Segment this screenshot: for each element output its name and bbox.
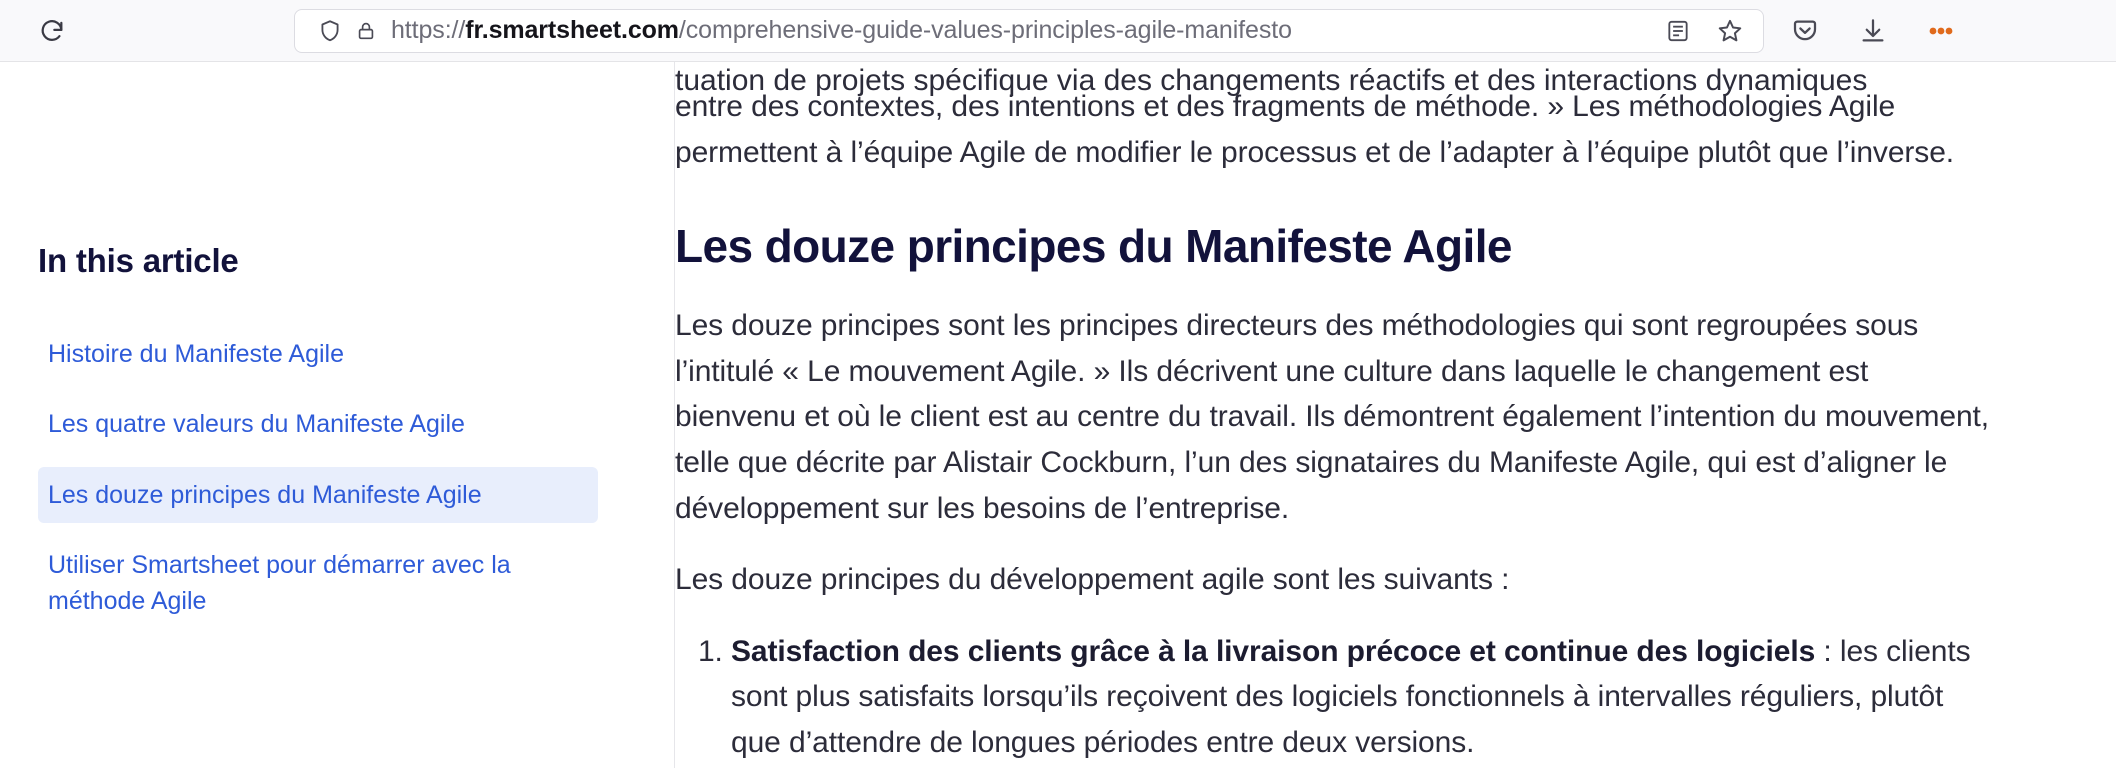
principle-1-text: : les clients sont plus satisfaits lorsqu’ils reçoivent des logiciels fonctionnels à intervalles réguliers, plutôt que d’attendre de longues périodes entre deux versions. [731,634,1971,759]
reload-button[interactable] [30,9,74,53]
toc-item-douze-principes[interactable]: Les douze principes du Manifeste Agile [38,467,598,523]
intro-paragraph: entre des contextes, des intentions et des fragments de méthode. » Les méthodologies Agile permettent à l’équipe Agile de modifier le processus et de l’adapter à l’équipe plutôt que l’inverse. [675,90,1955,169]
url-path: /comprehensive-guide-values-principles-agile-manifesto [678,16,1292,44]
toc-item-utiliser-smartsheet[interactable]: Utiliser Smartsheet pour démarrer avec la méthode Agile [48,550,511,615]
section-paragraph-1: Les douze principes sont les principes directeurs des méthodologies qui sont regroupées sous l’intitulé « Le mouvement Agile. » Ils décrivent une culture dans laquelle le changement est bienvenu et où le client est au centre du travail. Ils démontrent également l’intention du mouvement, telle que décrite par Alistair Cockburn, l’un des signataires du Manifeste Agile, qui est d’aligner le développement sur les besoins de l’entreprise. [675,309,1990,525]
toc-title: In this article [38,242,239,279]
page-body [0,62,2116,768]
more-tools-icon[interactable] [1924,14,1958,48]
list-item [731,629,1996,766]
url-scheme: https:// [391,16,466,44]
toc-item-histoire[interactable]: Histoire du Manifeste Agile [48,340,344,368]
principle-1-title: Satisfaction des clients grâce à la livraison précoce et continue des logiciels [731,634,1816,668]
more-tools-glyph [1925,15,1957,47]
toc-item-quatre-valeurs[interactable]: Les quatre valeurs du Manifeste Agile [48,410,465,439]
browser-toolbar [0,0,2116,62]
section-paragraph-2: Les douze principes du développement agile sont les suivants : [675,563,1510,597]
address-bar[interactable] [294,9,1764,53]
toolbar-right-actions [1788,14,1968,48]
url-host: fr.smartsheet.com [465,16,679,44]
principles-list [675,629,1996,766]
reload-icon [38,17,66,45]
article-table-of-contents [0,62,675,768]
section-heading-douze-principes: Les douze principes du Manifeste Agile [675,220,1512,273]
clipped-paragraph-top: tuation de projets spécifique via des changements réactifs et des interactions dynamiques [675,64,1868,97]
pocket-save-icon[interactable] [1788,14,1822,48]
star-bookmark-icon[interactable] [1713,14,1747,48]
url-text[interactable] [391,16,1661,45]
tracking-protection-shield-icon[interactable] [317,18,343,44]
article-content [675,62,2116,768]
connection-lock-icon[interactable] [355,20,377,42]
download-icon[interactable] [1856,14,1890,48]
reader-view-icon[interactable] [1661,14,1695,48]
